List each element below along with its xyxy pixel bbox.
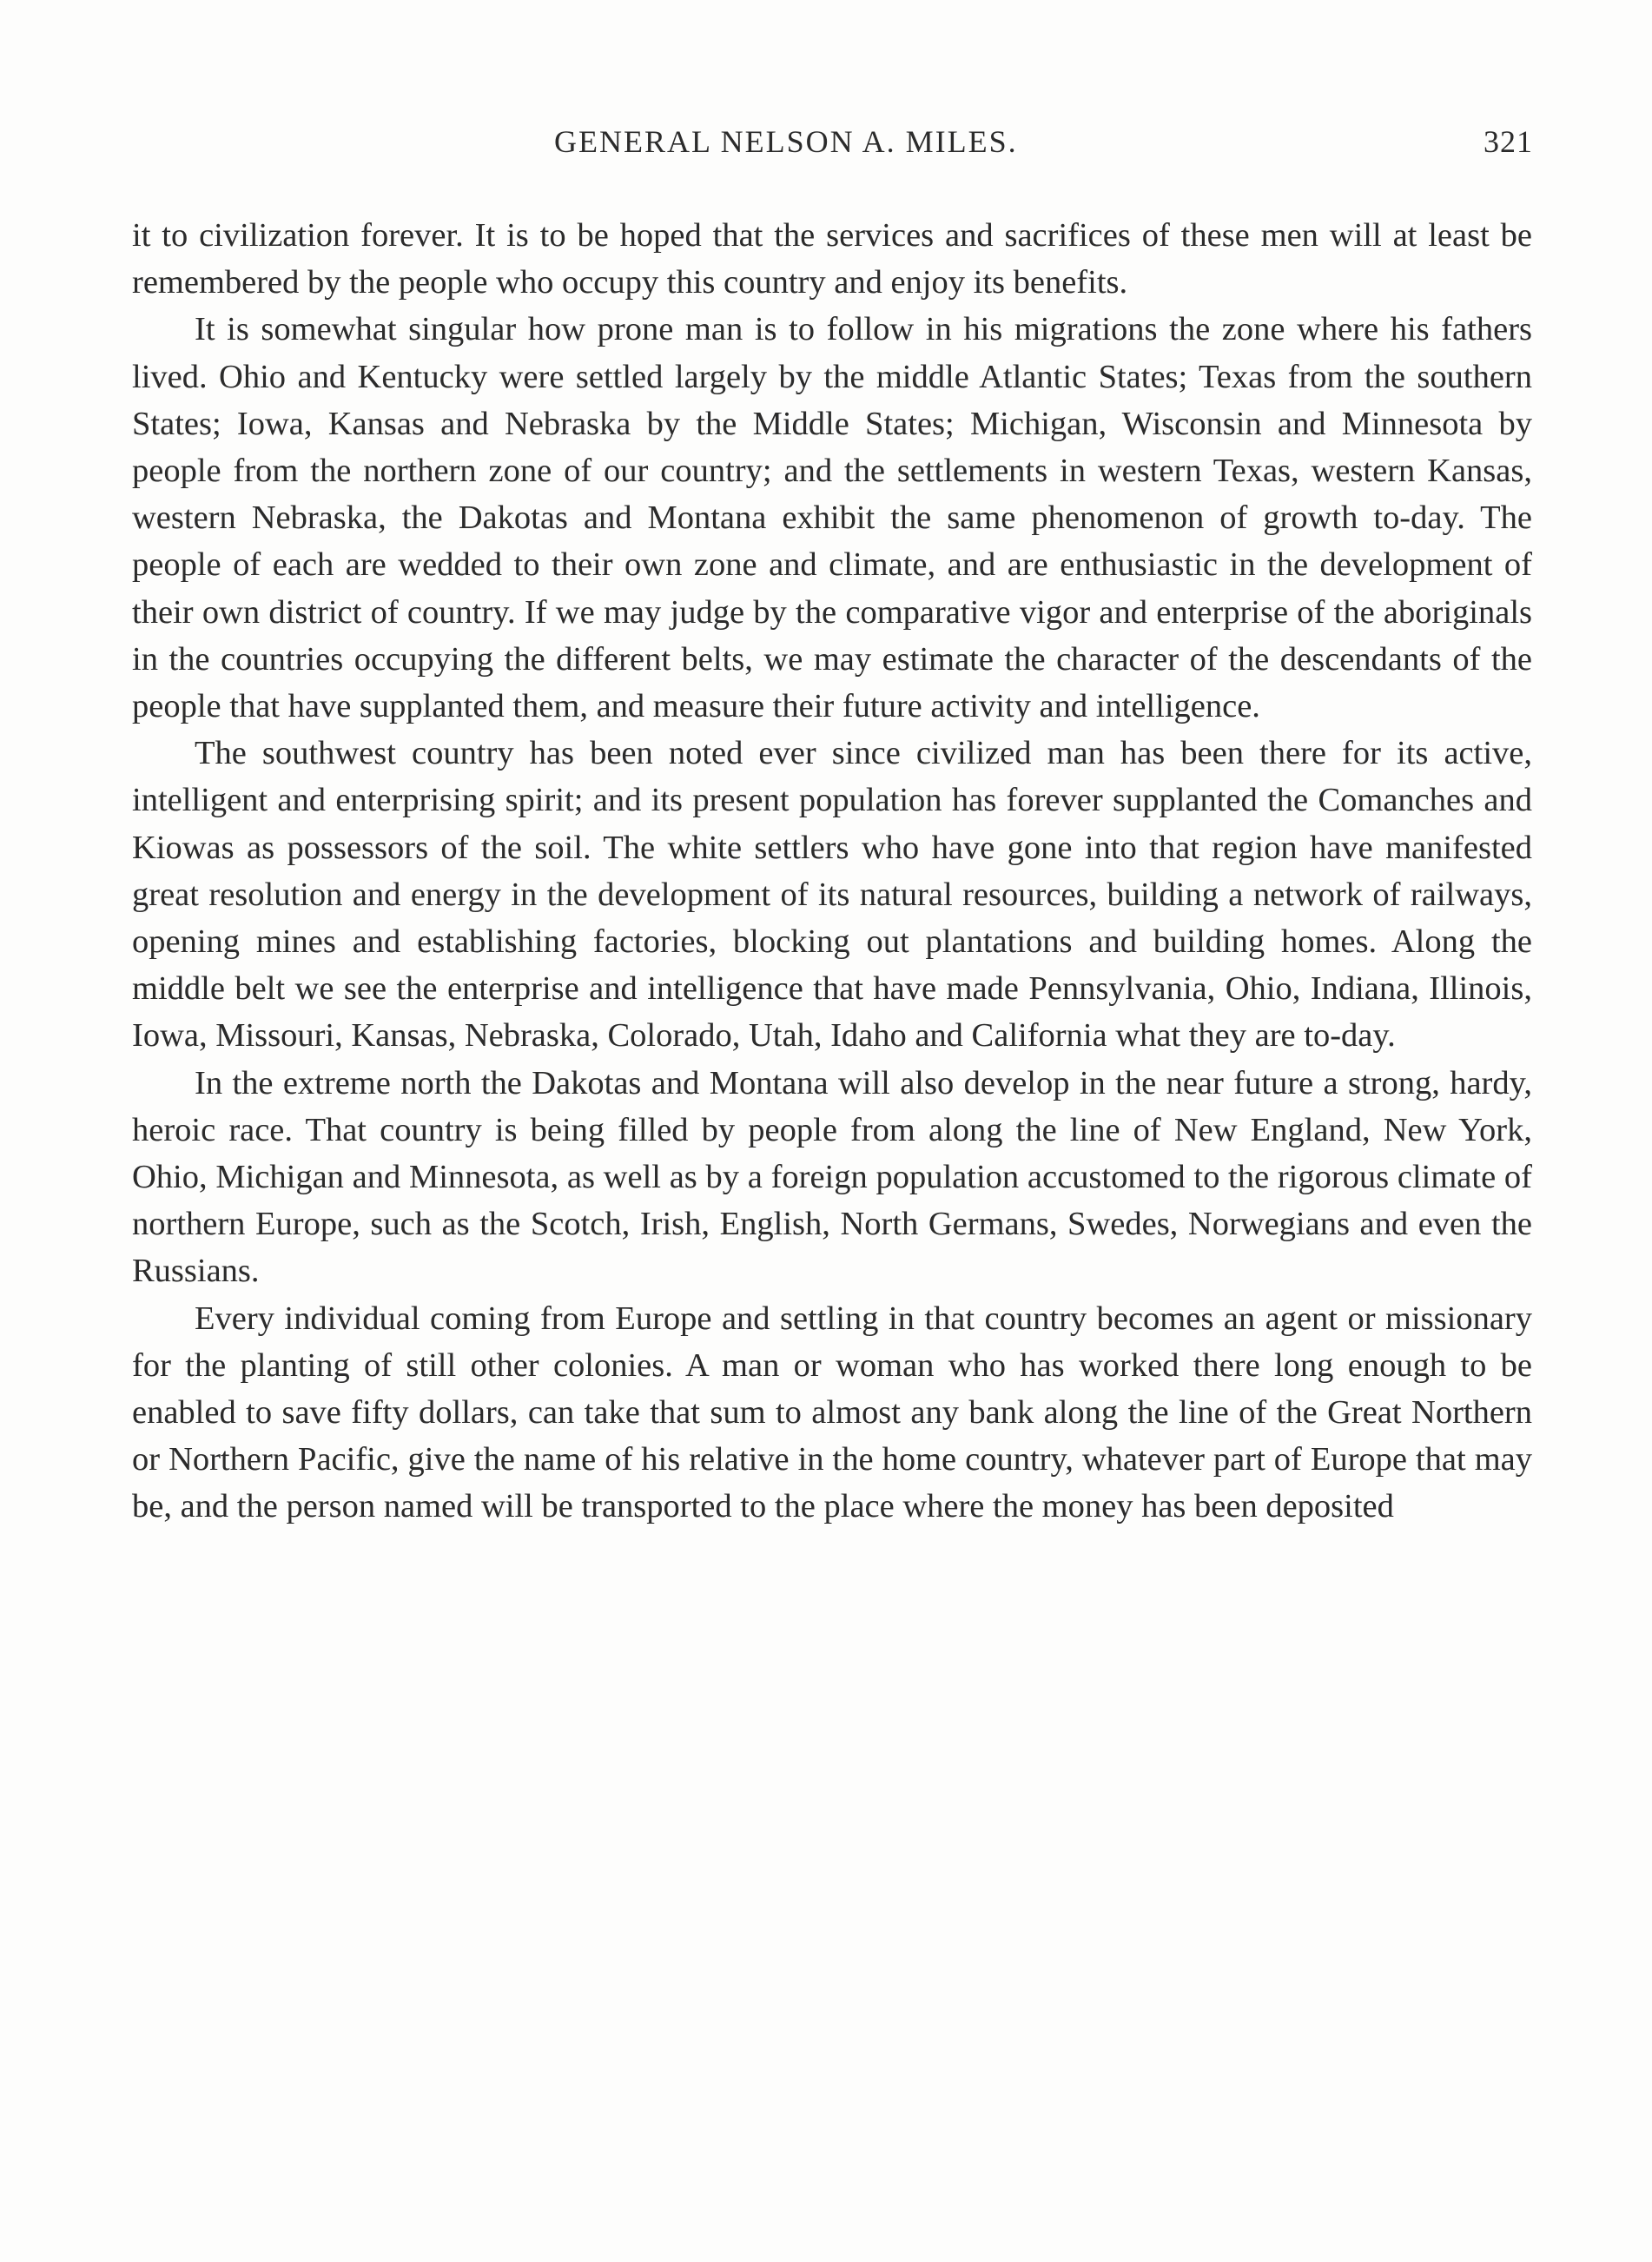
paragraph-migrations: It is somewhat singular how prone man is to follow in his migrations the zone where his fathers lived. Ohio and Kentucky were settled largely by the middle Atlantic States; Texas from the southern States; Iowa, Kansas and Nebraska by the Middle States; Michigan, Wisconsin and Minnesota by people from the northern zone of our country; and the settlements in western Texas, western Kansas, western Nebraska, the Dakotas and Montana exhibit the same phenomenon of growth to-day. The people of each are wedded to their own zone and climate, and are enthusiastic in the development of their own district of country. If we may judge by the comparative vigor and enterprise of the aboriginals in the countries occupying the different belts, we may estimate the character of the descendants of the people that have supplanted them, and measure their future activity and intelligence. [132,311,1532,725]
paragraph-southwest: The southwest country has been noted ever since civilized man has been there for its active, intelligent and enterprising spirit; and its present population has forever supplanted the Comanches and Kiowas as possessors of the soil. The white settlers who have gone into that region have manifested great resolution and energy in the development of its natural resources, building a network of railways, opening mines and establishing factories, blocking out plantations and building homes. Along the middle belt we see the enterprise and intelligence that have made Pennsylvania, Ohio, Indiana, Illinois, Iowa, Missouri, Kansas, Nebraska, Colorado, Utah, Idaho and California what they are to-day. [132,735,1532,1055]
running-head [130,123,1533,167]
running-head-title: GENERAL NELSON A. MILES. [554,124,1018,159]
paragraph-north: In the extreme north the Dakotas and Montana will also develop in the near future a strong, hardy, heroic race. That country is being filled by people from along the line of New England, New York, Ohio, Michigan and Minnesota, as well as by a foreign population accustomed to the rigorous climate of northern Europe, such as the Scotch, Irish, English, North Germans, Swedes, Norwegians and even the Russians. [132,1064,1532,1290]
body-text [132,212,1532,1531]
page-number: 321 [1483,124,1533,159]
paragraph-continued: it to civilization forever. It is to be hoped that the services and sacrifices of these men will at least be remembered by the people who occupy this country and enjoy its benefits. [132,217,1532,301]
paragraph-europe: Every individual coming from Europe and settling in that country becomes an agent or missionary for the planting of still other colonies. A man or woman who has worked there long enough to be enabled to save fifty dollars, can take that sum to almost any bank along the line of the Great Northern or Northern Pacific, give the name of his relative in the home country, whatever part of Europe that may be, and the person named will be transported to the place where the money has been deposited [132,1300,1532,1525]
